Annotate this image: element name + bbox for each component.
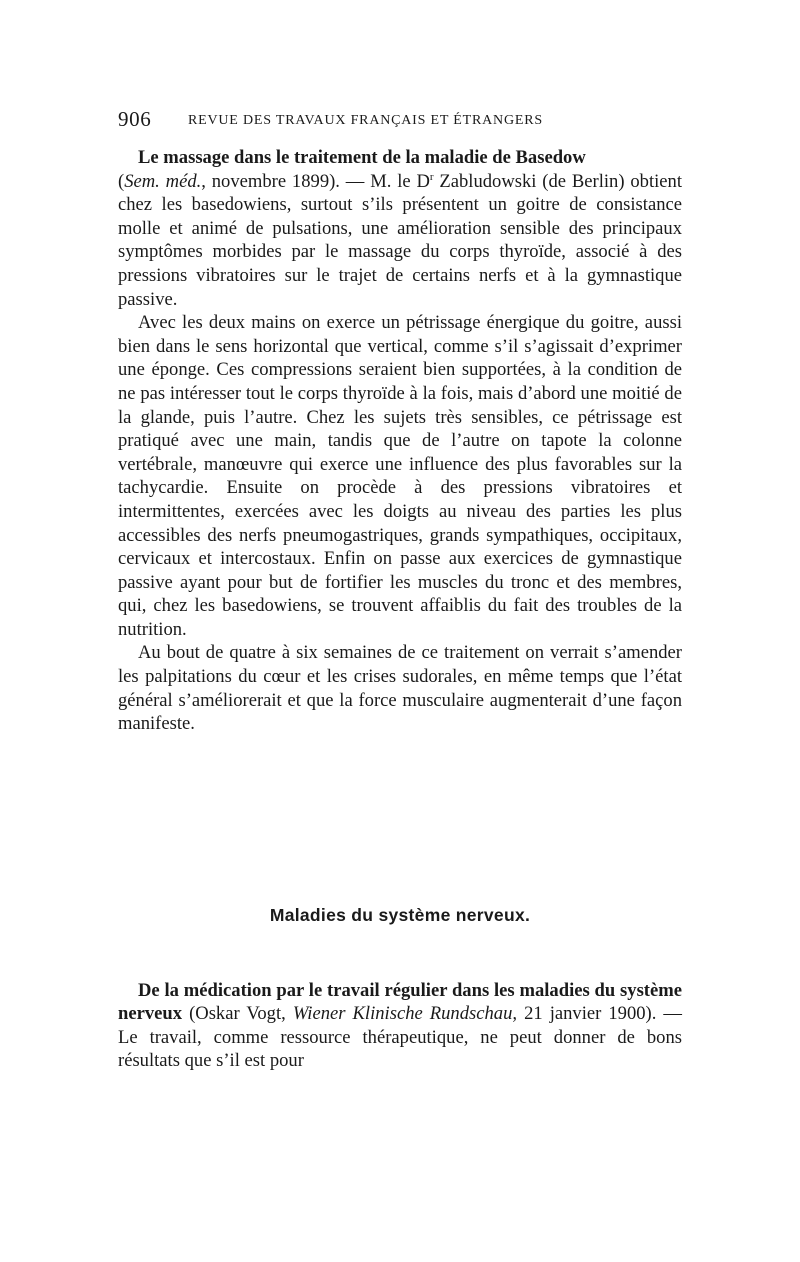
section-heading: Maladies du système nerveux. [269, 905, 531, 925]
article-massage-paragraph-1 [118, 146, 682, 311]
article-massage-paragraph-3: Au bout de quatre à six semaines de ce traitement on verrait s’amender les palpitations du cœur et les crises sudorales, en même temps que l’état général s’améliorerait et que la force musculaire augmenterait d’une façon manifeste. [118, 642, 682, 735]
source-open-paren: ( [118, 170, 125, 192]
paragraph-1-text: Zabludowski (de Berlin) obtient chez les basedowiens, surtout s’ils présentent un goitre de consistance molle et animé de pulsations, une amélioration sensible des principaux symptômes morbides par le massage du corps thyroïde, associé à des pressions vibratoires sur le trajet de certains nerfs et à la gymnastique passive. [118, 170, 682, 310]
doctor-superscript: r [429, 170, 434, 183]
page-number: 906 [118, 107, 152, 131]
article-travail-text: 21 janvier 1900). — Le travail, comme ressource thérapeutique, ne peut donner de bons résultats que s’il est pour [118, 1003, 682, 1072]
source-details: , novembre 1899). — M. le D [201, 170, 430, 192]
article-travail-author: (Oskar Vogt, [182, 1003, 293, 1025]
article-travail-paragraph [118, 979, 682, 1073]
article-massage-title: Le massage dans le traitement de la maladie de Basedow [138, 147, 586, 168]
article-travail [118, 960, 682, 1092]
source-journal: Sem. méd. [124, 170, 202, 192]
article-travail-title: De la médication par le travail régulier dans les maladies du système nerveux [118, 979, 682, 1025]
article-travail-journal: Wiener Klinische Rundschau, [292, 1003, 518, 1025]
running-head-title: REVUE DES TRAVAUX FRANÇAIS ET ÉTRANGERS [188, 113, 543, 128]
article-massage-paragraph-2: Avec les deux mains on exerce un pétrissage énergique du goitre, aussi bien dans le sens horizontal que vertical, comme s’il s’agissait d’exprimer une éponge. Ces compressions seraient bien supportées, à la condition de ne pas intéresser tout le corps thyroïde à la fois, mais d’abord une moitié de la glande, puis l’autre. Chez les sujets très sensibles, ce pétrissage est pratiqué avec une main, tandis que de l’autre on tapote la colonne vertébrale, manœuvre qui exerce une influence des plus favorables sur la tachycardie. Ensuite on procède à des pressions vibratoires et intermittentes, exercées avec les doigts au niveau des parties les plus accessibles des nerfs pneumogastriques, grands sympathiques, occipitaux, cervicaux et intercostaux. Enfin on passe aux exercices de gymnastique passive ayant pour but de fortifier les muscles du tronc et des membres, qui, chez les basedowiens, se trouvent affaiblis du fait des troubles de la nutrition. [118, 312, 682, 640]
article-massage [118, 146, 682, 736]
